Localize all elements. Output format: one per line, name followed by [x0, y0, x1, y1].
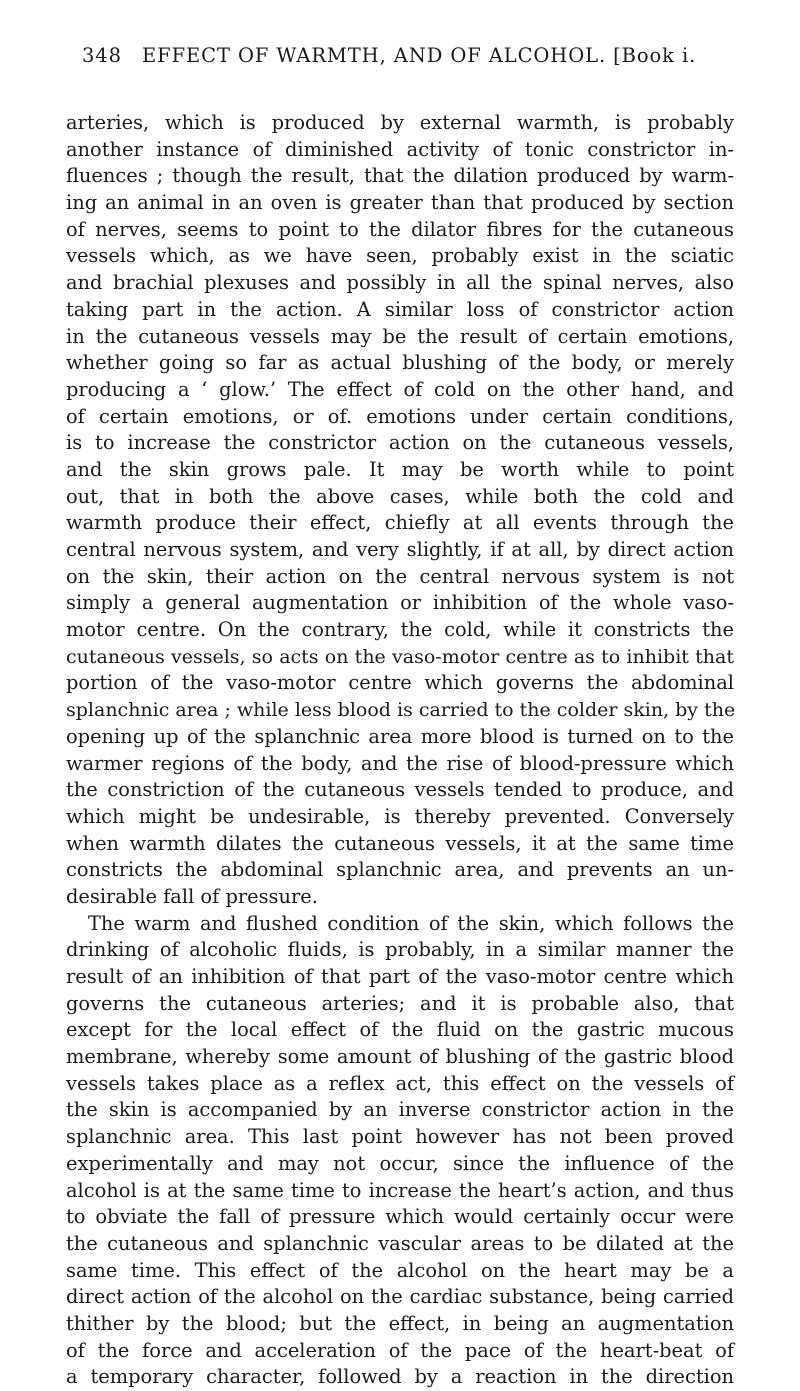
text-line: result of an inhibition of that part of the vaso-motor centre which — [66, 965, 734, 988]
text-line: desirable fall of pressure. — [66, 884, 318, 908]
text-line: a temporary character, followed by a reaction in the direction — [66, 1365, 734, 1389]
text-line: splanchnic area ; while less blood is carried to the colder skin, by the — [66, 699, 736, 722]
text-line: the constriction of the cutaneous vessels tended to produce, and — [66, 778, 734, 802]
running-title: EFFECT OF WARMTH, AND OF ALCOHOL. [Book i. — [142, 44, 697, 67]
running-header — [82, 44, 702, 74]
text-line: whether going so far as actual blushing of the body, or merely — [66, 351, 734, 375]
body-text — [66, 110, 734, 1391]
text-line: direct action of the alcohol on the cardiac substance, being carried — [66, 1285, 734, 1309]
text-line: vessels which, as we have seen, probably exist in the sciatic — [66, 244, 734, 268]
text-line: and the skin grows pale. It may be worth while to point — [66, 457, 734, 481]
text-line: central nervous system, and very slightly, if at all, by direct action — [66, 538, 734, 561]
text-line: in the cutaneous vessels may be the result of certain emotions, — [66, 324, 734, 348]
text-line: constricts the abdominal splanchnic area, and prevents an un- — [66, 858, 734, 882]
text-line: ing an animal in an oven is greater than that produced by section — [66, 191, 734, 215]
text-line: when warmth dilates the cutaneous vessels, it at the same time — [66, 831, 734, 855]
text-line: the skin is accompanied by an inverse constrictor action in the — [66, 1098, 734, 1122]
text-line: warmth produce their effect, chiefly at all events through the — [66, 511, 734, 535]
text-line: of the force and acceleration of the pace of the heart-beat of — [66, 1338, 734, 1362]
text-line: membrane, whereby some amount of blushing of the gastric blood — [66, 1045, 734, 1069]
text-line: the cutaneous and splanchnic vascular areas to be dilated at the — [66, 1231, 734, 1255]
text-line: of nerves, seems to point to the dilator fibres for the cutaneous — [66, 217, 734, 241]
text-line: another instance of diminished activity of tonic constrictor in- — [66, 137, 734, 161]
text-line: except for the local effect of the fluid on the gastric mucous — [66, 1018, 734, 1042]
text-line: splanchnic area. This last point however has not been proved — [66, 1125, 734, 1149]
text-line: motor centre. On the contrary, the cold, while it constricts the — [66, 618, 734, 642]
text-line: taking part in the action. A similar loss of constrictor action — [66, 297, 734, 321]
text-line: of certain emotions, or of. emotions under certain conditions, — [66, 404, 734, 428]
text-line: to obviate the fall of pressure which would certainly occur were — [66, 1205, 734, 1229]
text-line: opening up of the splanchnic area more blood is turned on to the — [66, 724, 734, 748]
text-line: warmer regions of the body, and the rise of blood-pressure which — [66, 751, 734, 775]
text-line: vessels takes place as a reflex act, this effect on the vessels of — [66, 1071, 734, 1095]
text-line: out, that in both the above cases, while both the cold and — [66, 484, 734, 508]
text-line: same time. This effect of the alcohol on the heart may be a — [66, 1258, 734, 1282]
text-line: thither by the blood; but the effect, in being an augmentation — [66, 1311, 734, 1335]
text-line: is to increase the constrictor action on the cutaneous vessels, — [66, 431, 734, 455]
text-line: and brachial plexuses and possibly in all the spinal nerves, also — [66, 271, 734, 295]
text-line: alcohol is at the same time to increase the heart’s action, and thus — [66, 1178, 734, 1202]
text-line: governs the cutaneous arteries; and it is probable also, that — [66, 991, 734, 1015]
text-line: cutaneous vessels, so acts on the vaso-motor centre as to inhibit that — [66, 645, 734, 668]
text-line: simply a general augmentation or inhibition of the whole vaso- — [66, 591, 734, 615]
text-line: arteries, which is produced by external warmth, is probably — [66, 111, 734, 134]
text-line: The warm and flushed condition of the skin, which follows the — [88, 911, 734, 935]
text-line: experimentally and may not occur, since the influence of the — [66, 1151, 734, 1175]
text-line: portion of the vaso-motor centre which governs the abdominal — [66, 671, 734, 695]
page-number: 348 — [82, 44, 122, 67]
text-line: fluences ; though the result, that the dilation produced by warm- — [66, 164, 734, 188]
text-line: producing a ‘ glow.’ The effect of cold on the other hand, and — [66, 377, 734, 401]
text-line: on the skin, their action on the central nervous system is not — [66, 564, 734, 588]
text-line: drinking of alcoholic fluids, is probably, in a similar manner the — [66, 938, 734, 962]
text-line: which might be undesirable, is thereby prevented. Conversely — [66, 804, 734, 828]
